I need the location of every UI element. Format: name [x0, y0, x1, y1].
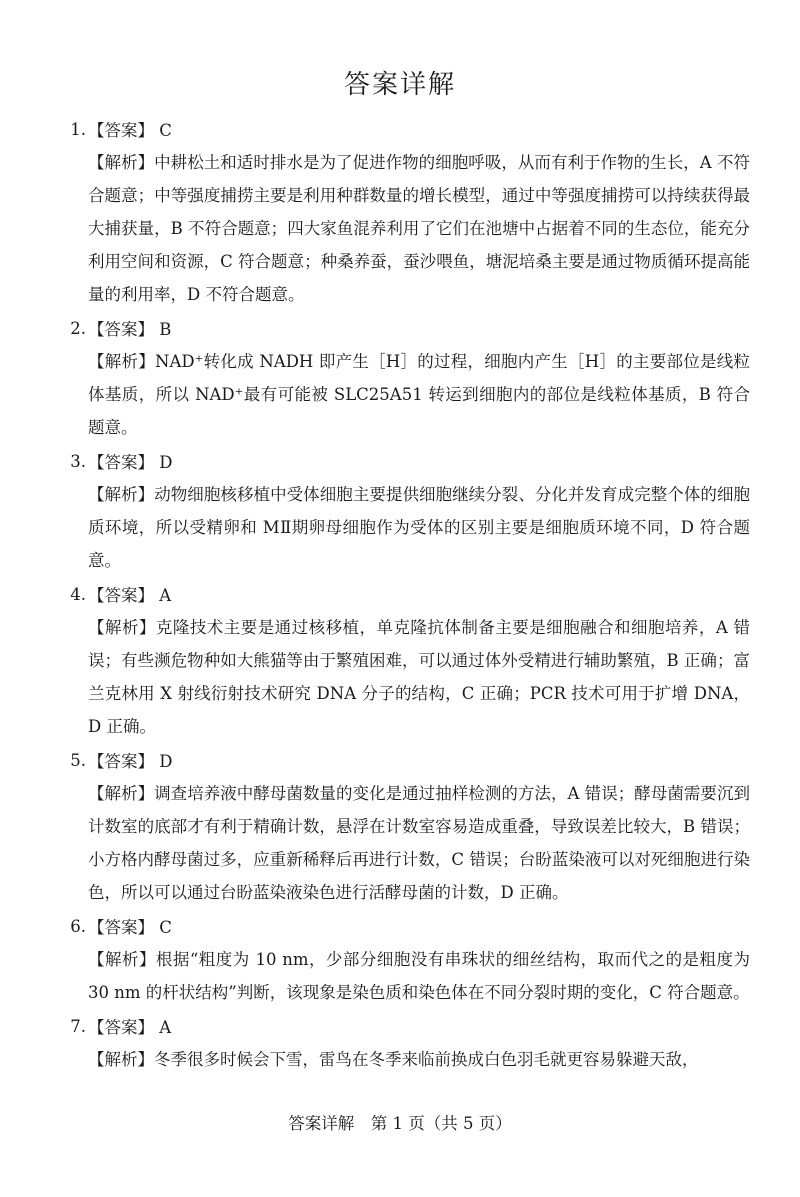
answer-text: 【答案】 D: [88, 453, 173, 472]
answer-line: [0, 444, 800, 478]
explanation: 【解析】动物细胞核移植中受体细胞主要提供细胞继续分裂、分化并发育成完整个体的细胞质环境，所以受精卵和 MⅡ期卵母细胞作为受体的区别主要是细胞质环境不同，D 符合题意。: [88, 485, 750, 570]
question-4: [0, 577, 800, 743]
answer-text: 【答案】 B: [88, 320, 172, 339]
question-number: 3.: [70, 451, 86, 471]
page-title: 答案详解: [343, 70, 456, 100]
page-footer: 答案详解 第 1 页（共 5 页）: [288, 1114, 512, 1133]
answer-text: 【答案】 C: [88, 121, 172, 140]
answer-line: [0, 311, 800, 345]
explanation: 【解析】中耕松土和适时排水是为了促进作物的细胞呼吸，从而有利于作物的生长，A 不符合题意；中等强度捕捞主要是利用种群数量的增长模型，通过中等强度捕捞可以持续获得最大捕获量，B 不符合题意；四大家鱼混养利用了它们在池塘中占据着不同的生态位，能充分利用空间和资源，C 符合题意；种桑养蚕，蚕沙喂鱼，塘泥培桑主要是通过物质循环提高能量的利用率，D 不符合题意。: [88, 153, 750, 304]
answer-line: [0, 743, 800, 777]
question-number: 1.: [70, 119, 86, 139]
question-number: 2.: [70, 318, 86, 338]
explanation: 【解析】根据“粗度为 10 nm，少部分细胞没有串珠状的细丝结构，取而代之的是粗度为 30 nm 的杆状结构”判断，该现象是染色质和染色体在不同分裂时期的变化，C 符合题意。: [88, 950, 750, 1002]
answer-text: 【答案】 D: [88, 752, 173, 771]
question-number: 5.: [70, 750, 86, 770]
answer-line: [0, 1009, 800, 1043]
question-list: [0, 112, 800, 1076]
answer-text: 【答案】 A: [88, 1018, 172, 1037]
answer-text: 【答案】 C: [88, 918, 172, 937]
question-number: 4.: [70, 584, 86, 604]
answer-line: [0, 112, 800, 146]
explanation: 【解析】调查培养液中酵母菌数量的变化是通过抽样检测的方法，A 错误；酵母菌需要沉到计数室的底部才有利于精确计数，悬浮在计数室容易造成重叠，导致误差比较大，B 错误；小方格内酵母菌过多，应重新稀释后再进行计数，C 错误；台盼蓝染液可以对死细胞进行染色，所以可以通过台盼蓝染液染色进行活酵母菌的计数，D 正确。: [88, 784, 750, 902]
question-2: [0, 311, 800, 444]
question-number: 6.: [70, 916, 86, 936]
question-7: [0, 1009, 800, 1076]
question-5: [0, 743, 800, 909]
explanation: 【解析】冬季很多时候会下雪，雷鸟在冬季来临前换成白色羽毛就更容易躲避天敌，: [88, 1050, 699, 1069]
question-1: [0, 112, 800, 311]
answer-text: 【答案】 A: [88, 586, 172, 605]
answer-line: [0, 909, 800, 943]
answer-line: [0, 577, 800, 611]
explanation: 【解析】克隆技术主要是通过核移植，单克隆抗体制备主要是细胞融合和细胞培养，A 错误；有些濒危物种如大熊猫等由于繁殖困难，可以通过体外受精进行辅助繁殖，B 正确；富兰克林用 X 射线衍射技术研究 DNA 分子的结构，C 正确；PCR 技术可用于扩增 DNA，D 正确。: [88, 618, 750, 736]
question-6: [0, 909, 800, 1009]
explanation: 【解析】NAD⁺转化成 NADH 即产生［H］的过程，细胞内产生［H］的主要部位是线粒体基质，所以 NAD⁺最有可能被 SLC25A51 转运到细胞内的部位是线粒体基质，B 符合题意。: [88, 352, 750, 437]
question-3: [0, 444, 800, 577]
question-number: 7.: [70, 1016, 86, 1036]
